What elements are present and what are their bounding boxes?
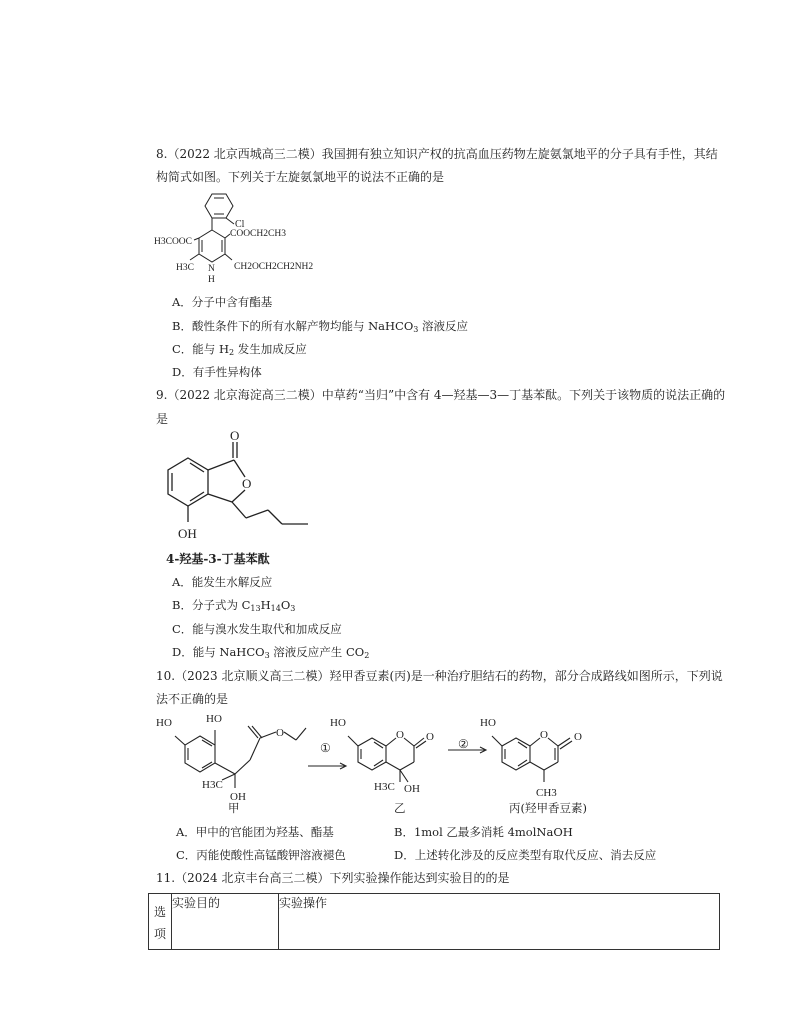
q10-jia-o-label: O bbox=[276, 727, 284, 739]
q10-stem-line2: 法不正确的是 bbox=[156, 692, 229, 706]
q10-synthesis-route bbox=[150, 708, 620, 810]
q9-o-ring-label: O bbox=[242, 476, 252, 491]
q9-stem-line1: 9.（2022 北京海淀高三二模）中草药“当归”中含有 4—羟基—3—丁基苯酞。下列关于该物质的说法正确的 bbox=[156, 388, 726, 402]
q8-methyl-label: H3C bbox=[176, 263, 194, 273]
q10-jia-ho1-label: HO bbox=[156, 717, 172, 729]
q8-option-a: A．分子中含有酯基 bbox=[172, 295, 273, 309]
q8-stem-line1: 8.（2022 北京西城高三二模）我国拥有独立知识产权的抗高血压药物左旋氨氯地平的分子具有手性，其结 bbox=[156, 147, 718, 161]
q9-phthalide-structure bbox=[150, 430, 320, 548]
q8-stem-line2: 构简式如图。下列关于左旋氨氯地平的说法不正确的是 bbox=[156, 170, 445, 184]
q8-option-b: B．酸性条件下的所有水解产物均能与 NaHCO$_3$ 溶液反应 bbox=[172, 319, 469, 334]
header-operation-cell: 实验操作 bbox=[279, 894, 720, 950]
q8-cl-label: Cl bbox=[235, 219, 245, 230]
q10-bing-ch3-label: CH3 bbox=[536, 787, 557, 799]
q10-jia-oh-label: OH bbox=[230, 791, 246, 803]
q9-stem-line2: 是 bbox=[156, 412, 169, 426]
header-purpose-cell: 实验目的 bbox=[172, 894, 279, 950]
q10-option-c: C．丙能使酸性高锰酸钾溶液褪色 bbox=[176, 848, 346, 862]
q10-option-b: B．1mol 乙最多消耗 4molNaOH bbox=[394, 825, 573, 839]
q8-option-d: D．有手性异构体 bbox=[172, 365, 262, 379]
q10-caption-jia: 甲 bbox=[228, 801, 240, 815]
q10-yi-o-ring-label: O bbox=[396, 729, 404, 741]
q11-stem: 11.（2024 北京丰台高三二模）下列实验操作能达到实验目的的是 bbox=[156, 871, 510, 885]
q11-table bbox=[148, 893, 720, 950]
q10-caption-bing: 丙(羟甲香豆素) bbox=[509, 801, 587, 815]
q10-bing-o-carbonyl-label: O bbox=[574, 731, 582, 743]
q8-side-chain-label: CH2OCH2CH2NH2 bbox=[234, 262, 314, 272]
q9-structure-caption: 4-羟基-3-丁基苯酞 bbox=[166, 552, 270, 566]
q8-option-c: C．能与 $H_2$ 发生加成反应 bbox=[172, 342, 307, 357]
q10-yi-o-carbonyl-label: O bbox=[426, 731, 434, 743]
q8-h-label: H bbox=[208, 275, 215, 285]
q10-option-d: D．上述转化涉及的反应类型有取代反应、消去反应 bbox=[394, 848, 657, 862]
q9-option-d: D．能与 NaHCO$_3$ 溶液反应产生 $CO_2$ bbox=[172, 645, 370, 660]
q9-option-a: A．能发生水解反应 bbox=[172, 575, 273, 589]
q10-jia-ho2-label: HO bbox=[206, 713, 222, 725]
q8-ester-left-label: H3COOC bbox=[154, 237, 193, 247]
q10-yi-oh-label: OH bbox=[404, 783, 420, 795]
q10-caption-yi: 乙 bbox=[394, 801, 406, 815]
q10-bing-o-ring-label: O bbox=[540, 729, 548, 741]
q8-ester-right-label: COOCH2CH3 bbox=[230, 229, 286, 239]
q8-amlodipine-structure bbox=[150, 188, 330, 288]
header-option-cell: 选 项 bbox=[149, 894, 172, 950]
q9-option-c: C．能与溴水发生取代和加成反应 bbox=[172, 622, 342, 636]
q10-stem-line1: 10.（2023 北京顺义高三二模）羟甲香豆素(丙)是一种治疗胆结石的药物，部分合成路线如图所示，下列说 bbox=[156, 669, 723, 683]
q10-step2-label: ② bbox=[458, 737, 469, 751]
q10-yi-ho-label: HO bbox=[330, 717, 346, 729]
q10-bing-ho-label: HO bbox=[480, 717, 496, 729]
table-header-row bbox=[149, 894, 720, 950]
q10-step1-label: ① bbox=[320, 741, 331, 755]
q8-n-label: N bbox=[208, 264, 215, 274]
q9-oh-label: OH bbox=[178, 526, 197, 541]
q10-yi-h3c-label: H3C bbox=[374, 781, 395, 793]
q9-o-carbonyl-label: O bbox=[230, 430, 240, 443]
q9-option-b: B．分子式为 $C_{13}H_{14}O_3$ bbox=[172, 598, 296, 613]
q10-jia-h3c-label: H3C bbox=[202, 779, 223, 791]
q10-option-a: A．甲中的官能团为羟基、酯基 bbox=[176, 825, 334, 839]
